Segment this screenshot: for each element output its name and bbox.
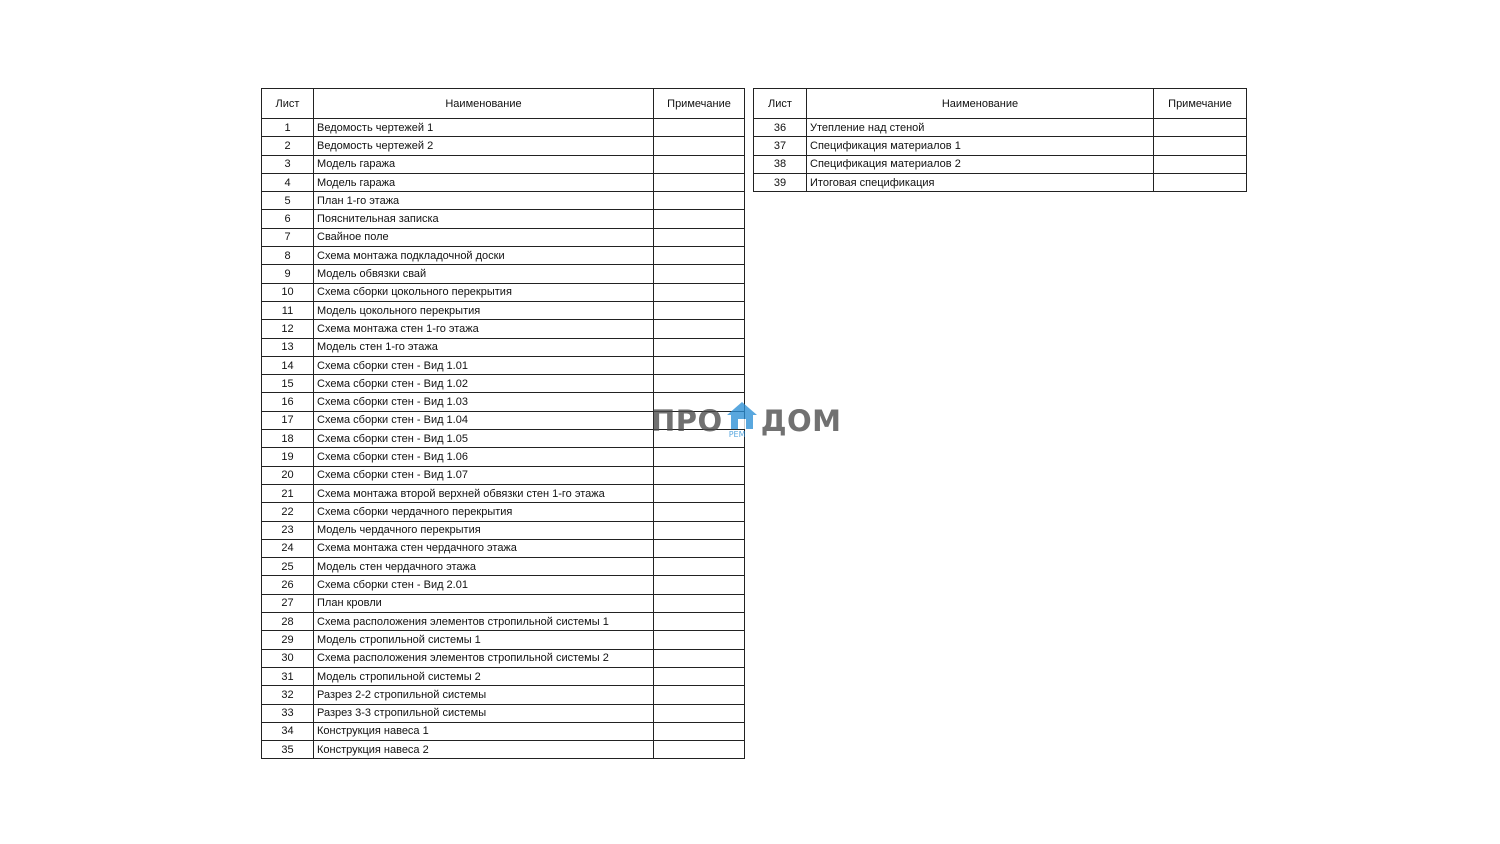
sheet-note-cell xyxy=(654,704,745,722)
sheet-name-cell: Конструкция навеса 2 xyxy=(314,741,654,759)
sheet-note-cell xyxy=(1154,119,1247,137)
sheet-note-cell xyxy=(654,594,745,612)
sheet-note-cell xyxy=(1154,137,1247,155)
sheet-name-cell: Утепление над стеной xyxy=(807,119,1154,137)
header-name: Наименование xyxy=(807,89,1154,119)
sheet-name-cell: Ведомость чертежей 1 xyxy=(314,119,654,137)
sheet-name-cell: Модель гаража xyxy=(314,173,654,191)
sheet-number-cell: 17 xyxy=(262,411,314,429)
table-row xyxy=(262,576,745,594)
table-row xyxy=(262,613,745,631)
sheet-number-cell: 23 xyxy=(262,521,314,539)
table-row xyxy=(262,301,745,319)
sheet-note-cell xyxy=(654,484,745,502)
sheet-name-cell: Свайное поле xyxy=(314,228,654,246)
sheet-number-cell: 5 xyxy=(262,192,314,210)
sheet-number-cell: 26 xyxy=(262,576,314,594)
sheet-note-cell xyxy=(654,667,745,685)
sheet-name-cell: Пояснительная записка xyxy=(314,210,654,228)
header-note: Примечание xyxy=(1154,89,1247,119)
table-row xyxy=(262,356,745,374)
sheet-number-cell: 15 xyxy=(262,375,314,393)
sheet-name-cell: Модель стен 1-го этажа xyxy=(314,338,654,356)
sheet-number-cell: 31 xyxy=(262,667,314,685)
sheet-note-cell xyxy=(654,119,745,137)
sheet-note-cell xyxy=(654,320,745,338)
sheet-name-cell: Модель стропильной системы 1 xyxy=(314,631,654,649)
sheet-number-cell: 1 xyxy=(262,119,314,137)
sheet-note-cell xyxy=(654,265,745,283)
sheet-number-cell: 14 xyxy=(262,356,314,374)
table-row xyxy=(262,155,745,173)
sheet-name-cell: План 1-го этажа xyxy=(314,192,654,210)
sheet-name-cell: Схема сборки стен - Вид 1.06 xyxy=(314,448,654,466)
sheet-name-cell: Схема сборки стен - Вид 1.07 xyxy=(314,466,654,484)
table-row xyxy=(262,722,745,740)
table-body-right xyxy=(754,119,1247,192)
sheet-name-cell: Схема сборки стен - Вид 1.03 xyxy=(314,393,654,411)
table-header-row xyxy=(262,89,745,119)
table-header-row xyxy=(754,89,1247,119)
table-row xyxy=(754,119,1247,137)
header-note: Примечание xyxy=(654,89,745,119)
sheet-note-cell xyxy=(654,283,745,301)
sheet-number-cell: 11 xyxy=(262,301,314,319)
sheet-number-cell: 7 xyxy=(262,228,314,246)
sheet-note-cell xyxy=(654,210,745,228)
sheet-number-cell: 32 xyxy=(262,686,314,704)
table-row xyxy=(262,448,745,466)
sheet-name-cell: Схема расположения элементов стропильной системы 2 xyxy=(314,649,654,667)
table-row xyxy=(262,704,745,722)
table-row xyxy=(262,521,745,539)
table-row xyxy=(262,686,745,704)
sheet-name-cell: Схема сборки стен - Вид 1.02 xyxy=(314,375,654,393)
sheet-name-cell: План кровли xyxy=(314,594,654,612)
sheet-number-cell: 24 xyxy=(262,539,314,557)
sheet-number-cell: 19 xyxy=(262,448,314,466)
sheet-note-cell xyxy=(654,631,745,649)
sheet-name-cell: Схема монтажа второй верхней обвязки стен 1-го этажа xyxy=(314,484,654,502)
table-row xyxy=(262,137,745,155)
sheet-name-cell: Модель гаража xyxy=(314,155,654,173)
table-row xyxy=(262,247,745,265)
table-row xyxy=(262,338,745,356)
sheet-number-cell: 6 xyxy=(262,210,314,228)
table-row xyxy=(262,210,745,228)
sheet-name-cell: Ведомость чертежей 2 xyxy=(314,137,654,155)
table-row xyxy=(262,631,745,649)
sheet-note-cell xyxy=(654,503,745,521)
table-row xyxy=(262,649,745,667)
sheet-name-cell: Модель стен чердачного этажа xyxy=(314,558,654,576)
sheet-note-cell xyxy=(654,741,745,759)
watermark-text-right: ДОМ xyxy=(760,404,842,438)
sheet-name-cell: Схема сборки чердачного перекрытия xyxy=(314,503,654,521)
sheet-note-cell xyxy=(654,173,745,191)
table-row xyxy=(754,137,1247,155)
sheet-note-cell xyxy=(654,649,745,667)
sheet-number-cell: 4 xyxy=(262,173,314,191)
sheet-name-cell: Разрез 3-3 стропильной системы xyxy=(314,704,654,722)
sheet-name-cell: Схема расположения элементов стропильной системы 1 xyxy=(314,613,654,631)
sheet-number-cell: 34 xyxy=(262,722,314,740)
table-row xyxy=(262,539,745,557)
sheet-name-cell: Модель чердачного перекрытия xyxy=(314,521,654,539)
sheet-number-cell: 28 xyxy=(262,613,314,631)
sheet-note-cell xyxy=(1154,155,1247,173)
table-row xyxy=(262,667,745,685)
table-row xyxy=(262,594,745,612)
sheet-name-cell: Итоговая спецификация xyxy=(807,173,1154,191)
sheet-number-cell: 13 xyxy=(262,338,314,356)
sheet-number-cell: 33 xyxy=(262,704,314,722)
sheet-name-cell: Схема сборки стен - Вид 1.04 xyxy=(314,411,654,429)
sheet-number-cell: 22 xyxy=(262,503,314,521)
sheet-note-cell xyxy=(1154,173,1247,191)
sheet-number-cell: 38 xyxy=(754,155,807,173)
sheet-number-cell: 3 xyxy=(262,155,314,173)
sheet-number-cell: 25 xyxy=(262,558,314,576)
table-row xyxy=(262,265,745,283)
sheet-name-cell: Модель обвязки свай xyxy=(314,265,654,283)
sheet-number-cell: 9 xyxy=(262,265,314,283)
sheet-number-cell: 39 xyxy=(754,173,807,191)
sheet-name-cell: Схема сборки стен - Вид 1.01 xyxy=(314,356,654,374)
sheet-note-cell xyxy=(654,137,745,155)
sheet-note-cell xyxy=(654,686,745,704)
sheet-note-cell xyxy=(654,228,745,246)
sheet-note-cell xyxy=(654,576,745,594)
sheet-name-cell: Спецификация материалов 2 xyxy=(807,155,1154,173)
sheet-name-cell: Разрез 2-2 стропильной системы xyxy=(314,686,654,704)
sheet-number-cell: 18 xyxy=(262,430,314,448)
sheet-number-cell: 21 xyxy=(262,484,314,502)
table-row xyxy=(262,558,745,576)
sheet-note-cell xyxy=(654,613,745,631)
sheet-name-cell: Модель стропильной системы 2 xyxy=(314,667,654,685)
table-row xyxy=(262,503,745,521)
sheet-name-cell: Модель цокольного перекрытия xyxy=(314,301,654,319)
sheet-name-cell: Схема сборки стен - Вид 1.05 xyxy=(314,430,654,448)
table-row xyxy=(262,466,745,484)
sheet-note-cell xyxy=(654,558,745,576)
table-row xyxy=(262,192,745,210)
sheet-note-cell xyxy=(654,301,745,319)
table-row xyxy=(754,173,1247,191)
header-sheet: Лист xyxy=(754,89,807,119)
sheet-number-cell: 2 xyxy=(262,137,314,155)
sheet-note-cell xyxy=(654,521,745,539)
sheet-number-cell: 8 xyxy=(262,247,314,265)
sheet-number-cell: 37 xyxy=(754,137,807,155)
sheet-number-cell: 16 xyxy=(262,393,314,411)
sheet-number-cell: 36 xyxy=(754,119,807,137)
watermark-subtext: РЕМ xyxy=(728,430,746,439)
sheet-note-cell xyxy=(654,539,745,557)
header-sheet: Лист xyxy=(262,89,314,119)
sheet-name-cell: Схема монтажа подкладочной доски xyxy=(314,247,654,265)
sheet-name-cell: Конструкция навеса 1 xyxy=(314,722,654,740)
table-row xyxy=(754,155,1247,173)
sheet-name-cell: Схема сборки цокольного перекрытия xyxy=(314,283,654,301)
sheet-note-cell xyxy=(654,356,745,374)
sheet-note-cell xyxy=(654,247,745,265)
table-row xyxy=(262,375,745,393)
sheet-note-cell xyxy=(654,722,745,740)
table-row xyxy=(262,173,745,191)
sheet-number-cell: 27 xyxy=(262,594,314,612)
table-row xyxy=(262,741,745,759)
sheet-note-cell xyxy=(654,192,745,210)
house-icon xyxy=(725,400,759,442)
sheet-note-cell xyxy=(654,466,745,484)
sheet-note-cell xyxy=(654,448,745,466)
sheet-name-cell: Спецификация материалов 1 xyxy=(807,137,1154,155)
sheet-name-cell: Схема монтажа стен 1-го этажа xyxy=(314,320,654,338)
sheet-note-cell xyxy=(654,155,745,173)
header-name: Наименование xyxy=(314,89,654,119)
sheet-note-cell xyxy=(654,338,745,356)
sheet-name-cell: Схема сборки стен - Вид 2.01 xyxy=(314,576,654,594)
sheet-number-cell: 30 xyxy=(262,649,314,667)
table-row xyxy=(262,484,745,502)
table-row xyxy=(262,283,745,301)
table-row xyxy=(262,320,745,338)
sheet-number-cell: 20 xyxy=(262,466,314,484)
table-row xyxy=(262,228,745,246)
sheet-number-cell: 10 xyxy=(262,283,314,301)
table-row xyxy=(262,119,745,137)
sheet-number-cell: 12 xyxy=(262,320,314,338)
sheet-number-cell: 35 xyxy=(262,741,314,759)
drawing-list-table-right xyxy=(753,88,1247,192)
sheet-note-cell xyxy=(654,375,745,393)
sheet-name-cell: Схема монтажа стен чердачного этажа xyxy=(314,539,654,557)
watermark-text-left: ПРО xyxy=(651,404,723,438)
sheet-number-cell: 29 xyxy=(262,631,314,649)
watermark-logo xyxy=(651,400,851,442)
